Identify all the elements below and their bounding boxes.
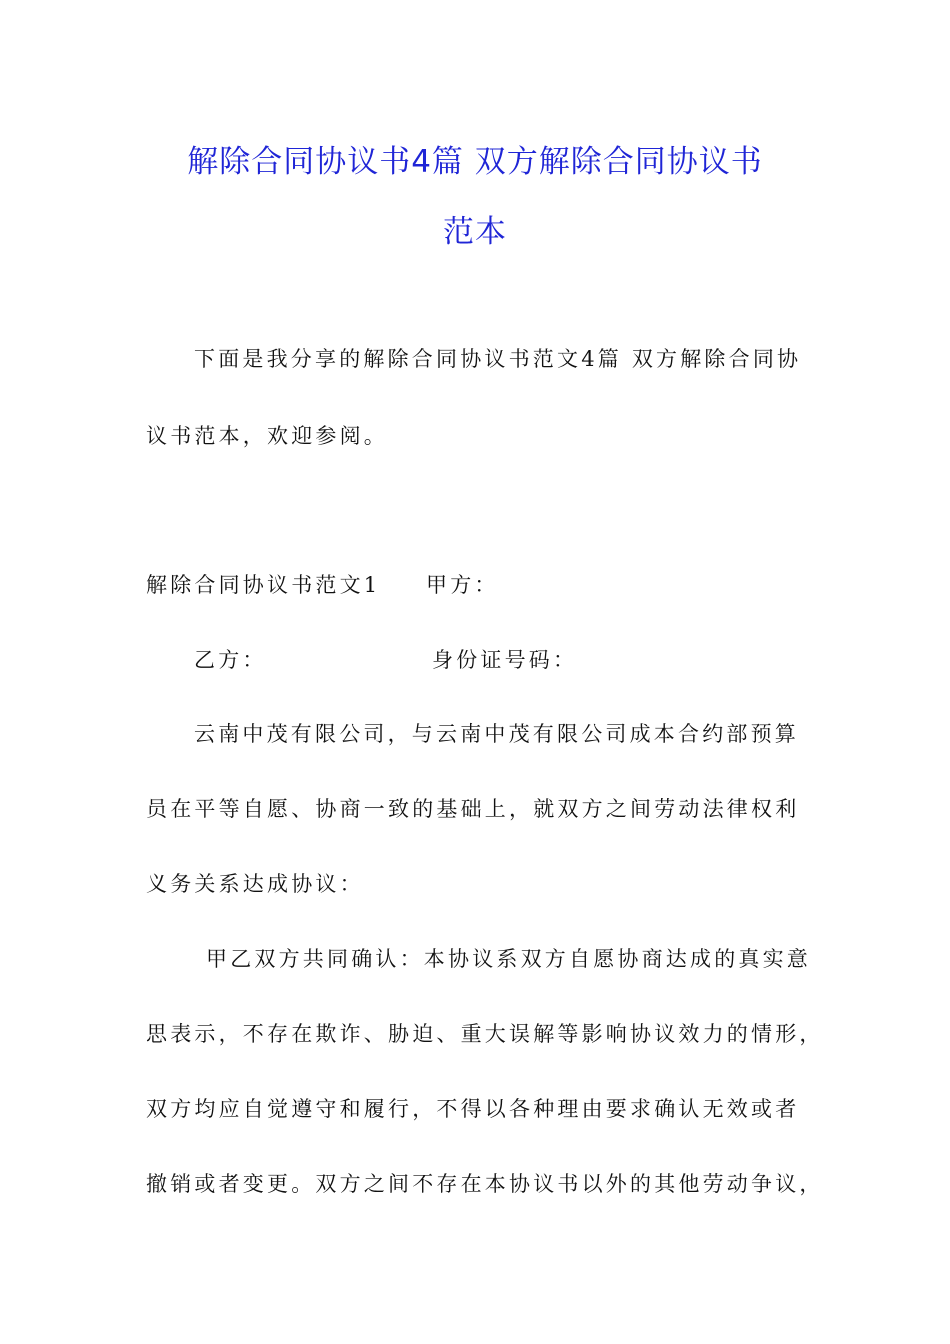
section-heading: 解除合同协议书范文1 [146,573,381,597]
document-title-continued: 范本 [443,214,507,250]
body-paragraph-line: 思表示，不存在欺诈、胁迫、重大误解等影响协议效力的情形， [146,1022,824,1046]
id-number-label: 身份证号码： [432,648,578,672]
intro-paragraph-line: 下面是我分享的解除合同协议书范文4篇 双方解除合同协 [194,347,802,371]
body-paragraph-line: 甲乙双方共同确认：本协议系双方自愿协商达成的真实意 [206,947,811,971]
body-paragraph-line: 义务关系达成协议： [146,872,364,896]
body-paragraph-line: 撤销或者变更。双方之间不存在本协议书以外的其他劳动争议， [146,1172,824,1196]
body-paragraph-line: 员在平等自愿、协商一致的基础上，就双方之间劳动法律权利 [146,797,800,821]
body-paragraph-line: 双方均应自觉遵守和履行，不得以各种理由要求确认无效或者 [146,1097,800,1121]
party-b-label: 乙方： [194,648,267,672]
body-paragraph-line: 云南中茂有限公司，与云南中茂有限公司成本合约部预算 [194,722,799,746]
document-title: 解除合同协议书4篇 双方解除合同协议书 [187,144,763,180]
party-a-label: 甲方： [426,573,499,597]
intro-paragraph-line: 议书范本，欢迎参阅。 [146,424,388,448]
